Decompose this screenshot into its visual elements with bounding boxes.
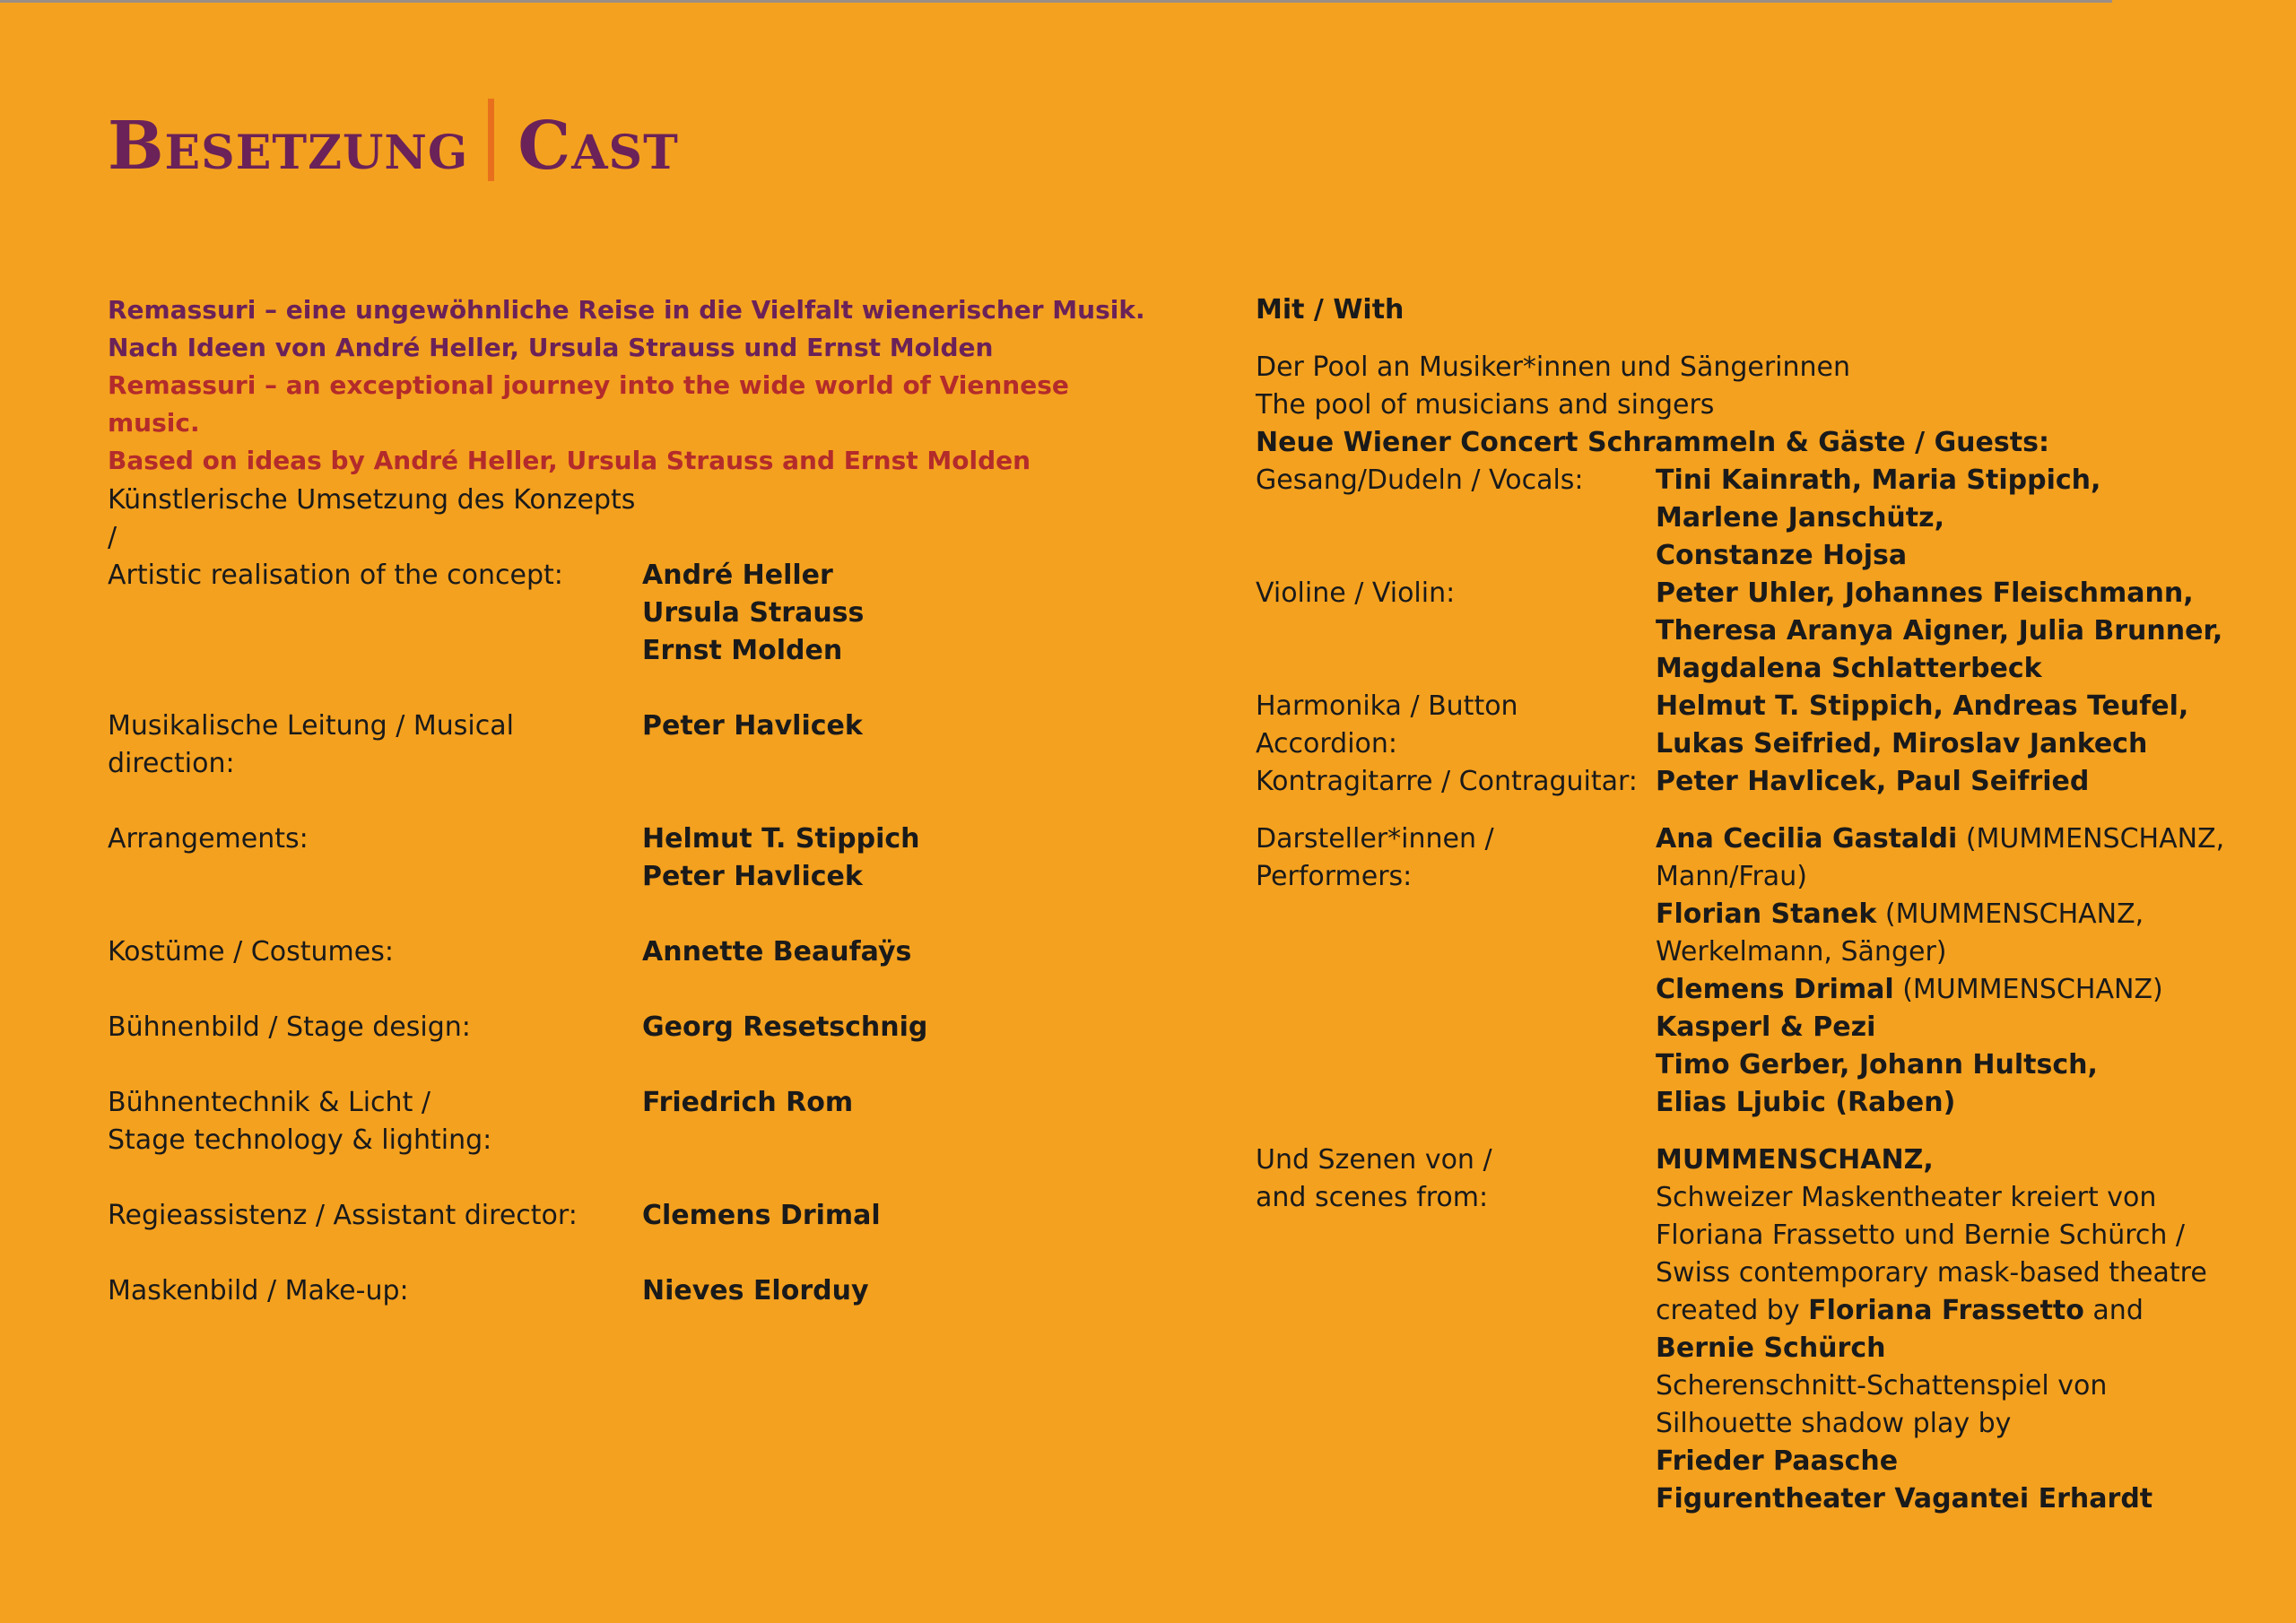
credit-costumes bbox=[108, 933, 1166, 971]
silhouette-name: Frieder Paasche bbox=[1656, 1445, 1899, 1477]
intro-de-line2: Nach Ideen von André Heller, Ursula Strauss und Ernst Molden bbox=[108, 333, 994, 362]
credit-label: Regieassistenz / Assistant director: bbox=[108, 1200, 578, 1231]
credit-name: Friedrich Rom bbox=[642, 1087, 854, 1118]
cast-name: Helmut T. Stippich, Andreas Teufel, bbox=[1656, 690, 2189, 722]
title-english: Cast bbox=[517, 108, 679, 185]
cast-label: Darsteller*innen / Performers: bbox=[1256, 823, 1494, 892]
credit-label: Bühnentechnik & Licht / bbox=[108, 1087, 430, 1118]
page-title bbox=[108, 99, 679, 185]
performer-name: Clemens Drimal bbox=[1656, 974, 1894, 1005]
cast-scenes bbox=[1256, 1141, 2278, 1518]
credit-name: Georg Resetschnig bbox=[642, 1011, 928, 1043]
scenes-text: and bbox=[2083, 1295, 2144, 1326]
cast-name: Tini Kainrath, Maria Stippich, bbox=[1656, 464, 2101, 496]
cast-accordion bbox=[1256, 688, 2278, 763]
credit-label: Kostüme / Costumes: bbox=[108, 936, 394, 968]
credit-makeup bbox=[108, 1272, 1166, 1310]
performer-role: Mann/Frau) bbox=[1656, 861, 1807, 892]
cast-list bbox=[1256, 291, 2278, 1518]
scenes-text: Swiss contemporary mask-based theatre bbox=[1656, 1257, 2207, 1289]
performer-name: Timo Gerber, Johann Hultsch, bbox=[1656, 1049, 2098, 1081]
credit-stage-design bbox=[108, 1009, 1166, 1046]
credit-label: Bühnenbild / Stage design: bbox=[108, 1011, 471, 1043]
silhouette-de: Scherenschnitt-Schattenspiel von bbox=[1656, 1370, 2108, 1402]
title-german: Besetzung bbox=[108, 108, 469, 185]
credit-name: Nieves Elorduy bbox=[642, 1275, 869, 1306]
intro-en-line2: Based on ideas by André Heller, Ursula Strauss and Ernst Molden bbox=[108, 446, 1031, 475]
performer-role: (MUMMENSCHANZ, bbox=[1876, 898, 2144, 930]
cast-violin bbox=[1256, 575, 2278, 688]
cast-name: Peter Havlicek, Paul Seifried bbox=[1656, 766, 2090, 797]
scenes-text: Schweizer Maskentheater kreiert von bbox=[1656, 1182, 2157, 1213]
cast-name: Peter Uhler, Johannes Fleischmann, bbox=[1656, 577, 2194, 609]
credit-name: Ursula Strauss bbox=[642, 597, 865, 629]
cast-name: Lukas Seifried, Miroslav Jankech bbox=[1656, 728, 2148, 759]
credit-label: Arrangements: bbox=[108, 823, 309, 855]
performer-role: (MUMMENSCHANZ, bbox=[1957, 823, 2225, 855]
performer-name: Florian Stanek bbox=[1656, 898, 1877, 930]
silhouette-en: Silhouette shadow play by bbox=[1656, 1408, 2012, 1439]
cast-name: Theresa Aranya Aigner, Julia Brunner, bbox=[1656, 615, 2223, 647]
credit-name: André Heller bbox=[642, 560, 833, 591]
credit-name: Helmut T. Stippich bbox=[642, 823, 920, 855]
creator-name: Floriana Frassetto bbox=[1808, 1295, 2084, 1326]
cast-label: and scenes from: bbox=[1256, 1182, 1489, 1213]
credit-label: Künstlerische Umsetzung des Konzepts / bbox=[108, 484, 636, 553]
credit-name: Annette Beaufaÿs bbox=[642, 936, 912, 968]
credit-label: Musikalische Leitung / Musical direction: bbox=[108, 710, 514, 779]
cast-label: Harmonika / Button Accordion: bbox=[1256, 690, 1518, 759]
cast-name: Magdalena Schlatterbeck bbox=[1656, 653, 2042, 684]
company-name: MUMMENSCHANZ, bbox=[1656, 1144, 1934, 1176]
intro-block bbox=[108, 291, 1166, 480]
performer-name: Elias Ljubic (Raben) bbox=[1656, 1087, 1956, 1118]
performer-role: Werkelmann, Sänger) bbox=[1656, 936, 1947, 968]
cast-vocals bbox=[1256, 462, 2278, 575]
pool-en: The pool of musicians and singers bbox=[1256, 389, 1715, 421]
credit-label: Maskenbild / Make-up: bbox=[108, 1275, 409, 1306]
performer-name: Ana Cecilia Gastaldi bbox=[1656, 823, 1958, 855]
intro-de-line1: Remassuri – eine ungewöhnliche Reise in die Vielfalt wienerischer Musik. bbox=[108, 295, 1145, 325]
cast-heading: Mit / With bbox=[1256, 294, 1405, 325]
pool-de: Der Pool an Musiker*innen und Sängerinnen bbox=[1256, 352, 1851, 383]
title-separator bbox=[488, 99, 494, 181]
credit-name: Clemens Drimal bbox=[642, 1200, 881, 1231]
cast-name: Constanze Hojsa bbox=[1656, 540, 1908, 571]
top-divider bbox=[0, 0, 2112, 3]
cast-performers bbox=[1256, 820, 2278, 1122]
credits-list bbox=[108, 482, 1166, 1310]
cast-label: Kontragitarre / Contraguitar: bbox=[1256, 766, 1638, 797]
ensemble-name: Neue Wiener Concert Schrammeln & Gäste / Guests: bbox=[1256, 427, 2049, 458]
credit-label: Stage technology & lighting: bbox=[108, 1124, 492, 1156]
scenes-text: Floriana Frassetto und Bernie Schürch / bbox=[1656, 1219, 2186, 1251]
performer-name: Kasperl & Pezi bbox=[1656, 1011, 1876, 1043]
cast-name: Marlene Janschütz, bbox=[1656, 502, 1944, 534]
performer-role: (MUMMENSCHANZ) bbox=[1893, 974, 2163, 1005]
intro-en-line1: Remassuri – an exceptional journey into the wide world of Viennese music. bbox=[108, 370, 1069, 438]
credit-artistic bbox=[108, 482, 1166, 557]
credit-arrangements bbox=[108, 820, 1166, 858]
creator-name: Bernie Schürch bbox=[1656, 1332, 1886, 1364]
credit-name: Peter Havlicek bbox=[642, 861, 863, 892]
cast-label: Und Szenen von / bbox=[1256, 1144, 1492, 1176]
credit-musical bbox=[108, 707, 1166, 783]
credit-name: Peter Havlicek bbox=[642, 710, 863, 742]
scenes-text: created by bbox=[1656, 1295, 1809, 1326]
credit-label: Artistic realisation of the concept: bbox=[108, 560, 563, 591]
credit-name: Ernst Molden bbox=[642, 635, 843, 666]
credit-stage-tech bbox=[108, 1084, 1166, 1122]
credit-assistant bbox=[108, 1197, 1166, 1235]
figurentheater-name: Figurentheater Vagantei Erhardt bbox=[1656, 1483, 2153, 1515]
cast-contraguitar bbox=[1256, 763, 2278, 801]
cast-label: Gesang/Dudeln / Vocals: bbox=[1256, 464, 1584, 496]
cast-label: Violine / Violin: bbox=[1256, 577, 1456, 609]
